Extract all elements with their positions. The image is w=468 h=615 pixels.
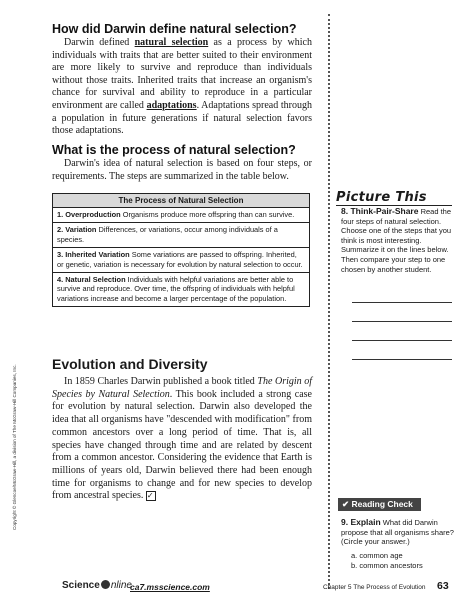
paragraph-evolution: In 1859 Charles Darwin published a book titled The Origin of Species by Natural Selection. This book included a strong case for evolution by natural selection. Darwin also developed the idea that all organisms have "descended with modification" from common ancestors over a long period of time. That is, all species have changed through time and are related by descent from a common ancestor. Considering the evidence that Earth is millions of years old, Darwin believed there had been enough time for organisms to change and for new species to develop from ancestral species. ✓ [52, 376, 312, 502]
answer-line[interactable] [352, 340, 452, 341]
section-heading-process: What is the process of natural selection? [52, 143, 296, 157]
column-divider [328, 14, 330, 589]
table-row: 4. Natural Selection Individuals with helpful variations are better able to survive and reproduce. Over time, the offspring of individuals with helpful variations increase and become a larger percentage of the population. [57, 275, 295, 303]
book-title: The Origin of Species by Natural Selection [52, 376, 312, 400]
check-box-icon: ✓ [146, 491, 156, 501]
section-heading-define: How did Darwin define natural selection? [52, 22, 297, 36]
table-row: 2. Variation Differences, or variations, occur among individuals of a species. [53, 223, 309, 248]
reading-check-label: ✔ Reading Check [338, 498, 421, 511]
answer-line[interactable] [352, 321, 452, 322]
answer-option[interactable]: a. common age [351, 551, 403, 560]
section-heading-evolution: Evolution and Diversity [52, 356, 208, 372]
chapter-label: Chapter 5 The Process of Evolution [323, 584, 426, 591]
science-online-logo: Science nline [62, 580, 132, 591]
question-8: 8. Think-Pair-Share Read the four steps of natural selection. Choose one of the steps that you think is most interesting. Summarize it on the lines below. Then compare your step to one chosen by another student. [341, 206, 452, 274]
table-row: 1. Overproduction Organisms produce more offspring than can survive. [53, 208, 309, 223]
answer-line[interactable] [352, 359, 452, 360]
answer-option[interactable]: b. common ancestors [351, 561, 423, 570]
vocab-natural-selection: natural selection [134, 37, 209, 48]
globe-icon [101, 580, 110, 589]
page-number: 63 [437, 580, 449, 592]
copyright-credit: Copyright © Glencoe/McGraw-Hill, a division of The McGraw-Hill Companies, Inc. [12, 364, 17, 530]
paragraph-process: Darwin's idea of natural selection is based on four steps, or requirements. The steps are summarized in the table below. [52, 158, 312, 182]
table-row: 3. Inherited Variation Some variations are passed to offspring. Inherited, or genetic, variation is necessary for evolution by natural selection to occur. [53, 248, 309, 273]
table-title: The Process of Natural Selection [53, 194, 309, 208]
paragraph-define: Darwin defined natural selection as a process by which individuals with traits that are better suited to their environment are more likely to survive and reproduce than individuals without those traits. Inherited traits that increase an organism's chance for survival and ability to reproduce in a particular environment are called adaptations. Adaptations spread through a population in future generations if natural selection favors those adaptations. [52, 37, 312, 137]
website-link[interactable]: ca7.msscience.com [130, 582, 210, 592]
picture-this-label: Picture This [336, 190, 427, 205]
check-icon: ✔ [342, 499, 352, 509]
process-table [52, 193, 310, 307]
question-9: 9. Explain What did Darwin propose that all organisms share? (Circle your answer.) [341, 517, 454, 547]
vocab-adaptations: adaptations [146, 99, 197, 111]
answer-line[interactable] [352, 302, 452, 303]
